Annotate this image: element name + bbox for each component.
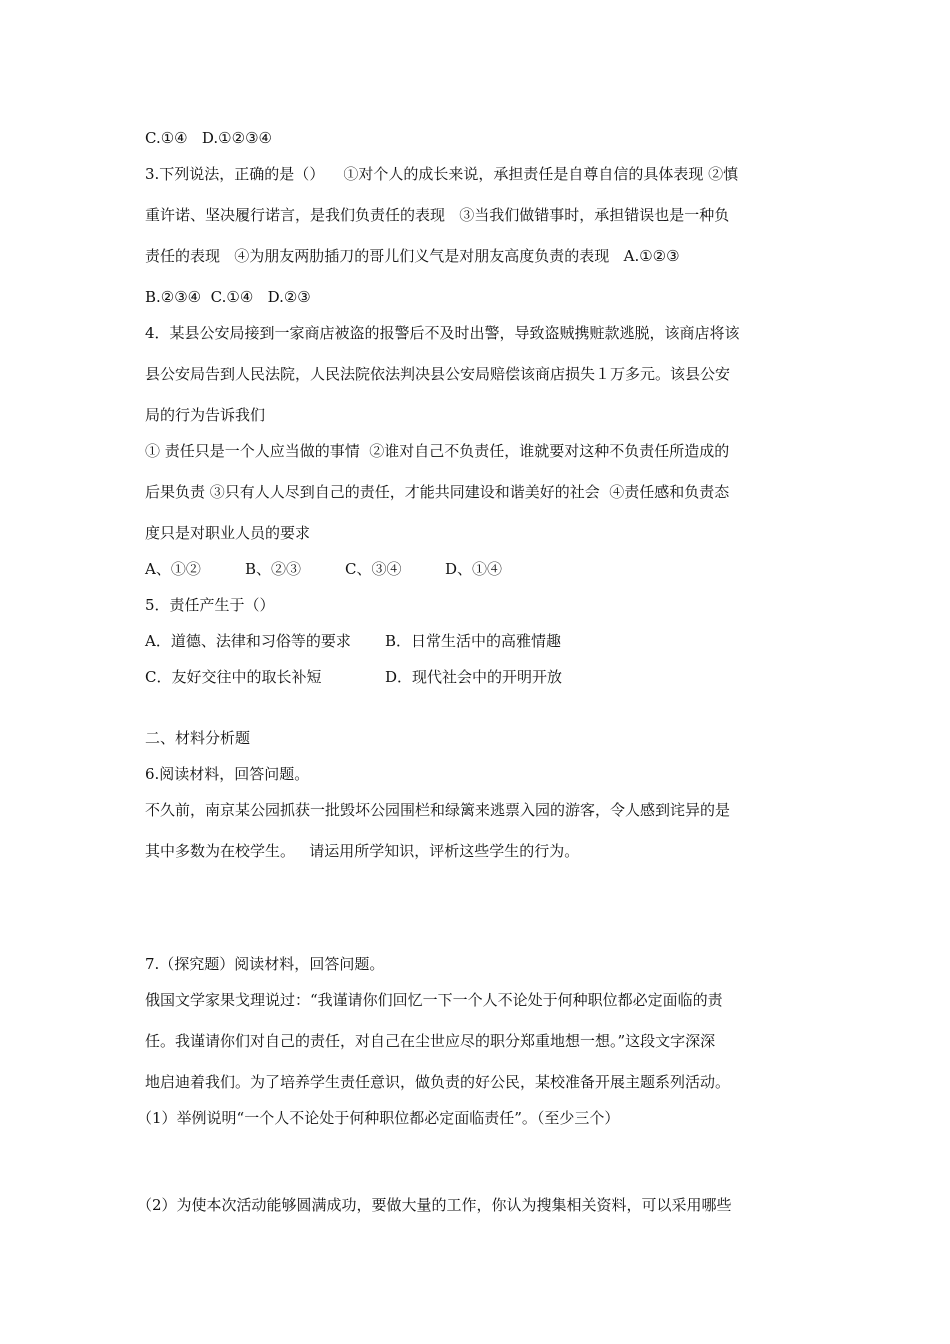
q4-option-a: A、①② <box>145 560 201 578</box>
q4-option-c: C、③④ <box>345 560 402 578</box>
q3-line-4: B.②③④ C.①④ D.②③ <box>145 288 311 306</box>
q3-line-2: 重许诺、坚决履行诺言，是我们负责任的表现 ③当我们做错事时，承担错误也是一种负 <box>145 206 730 224</box>
q4-line-5: 后果负责 ③只有人人尽到自己的责任，才能共同建设和谐美好的社会 ④责任感和负责态 <box>145 483 730 501</box>
q7-material-line-2: 任。我谨请你们对自己的责任，对自己在尘世应尽的职分郑重地想一想。”这段文字深深 <box>145 1032 716 1050</box>
section-2-title: 二、材料分析题 <box>145 729 251 747</box>
q5-option-a: A．道德、法律和习俗等的要求 <box>145 632 351 650</box>
q5-option-d: D．现代社会中的开明开放 <box>385 668 563 686</box>
q4-line-4: ① 责任只是一个人应当做的事情 ②谁对自己不负责任，谁就要对这种不负责任所造成的 <box>145 442 730 460</box>
q4-line-1: 4．某县公安局接到一家商店被盗的报警后不及时出警，导致盗贼携赃款逃脱，该商店将该 <box>145 324 740 342</box>
q7-sub-question-1: （1）举例说明“一个人不论处于何种职位都必定面临责任”。（至少三个） <box>137 1109 620 1127</box>
q4-line-3: 局的行为告诉我们 <box>145 406 266 424</box>
q6-material-line-1: 不久前，南京某公园抓获一批毁坏公园围栏和绿篱来逃票入园的游客，令人感到诧异的是 <box>145 801 731 819</box>
q7-sub-question-2: （2）为使本次活动能够圆满成功，要做大量的工作，你认为搜集相关资料，可以采用哪些 <box>137 1196 732 1214</box>
q5-option-c: C．友好交往中的取长补短 <box>145 668 322 686</box>
q4-option-b: B、②③ <box>245 560 302 578</box>
q5-option-b: B．日常生活中的高雅情趣 <box>385 632 562 650</box>
q7-material-line-1: 俄国文学家果戈理说过：“我谨请你们回忆一下一个人不论处于何种职位都必定面临的责 <box>145 991 723 1009</box>
q6-material-line-2: 其中多数为在校学生。 请运用所学知识，评析这些学生的行为。 <box>145 842 580 860</box>
q4-option-d: D、①④ <box>445 560 503 578</box>
q4-line-6: 度只是对职业人员的要求 <box>145 524 311 542</box>
q5-stem: 5．责任产生于（） <box>145 596 275 614</box>
q6-stem: 6.阅读材料，回答问题。 <box>145 765 310 783</box>
q7-stem: 7.（探究题）阅读材料，回答问题。 <box>145 955 385 973</box>
q3-line-3: 责任的表现 ④为朋友两肋插刀的哥儿们义气是对朋友高度负责的表现 A.①②③ <box>145 247 680 265</box>
q2-options-tail: C.①④ D.①②③④ <box>145 129 272 147</box>
q7-material-line-3: 地启迪着我们。为了培养学生责任意识，做负责的好公民，某校准备开展主题系列活动。 <box>145 1073 731 1091</box>
q4-line-2: 县公安局告到人民法院，人民法院依法判决县公安局赔偿该商店损失１万多元。该县公安 <box>145 365 731 383</box>
q3-line-1: 3.下列说法，正确的是（） ①对个人的成长来说，承担责任是自尊自信的具体表现 ②慎 <box>145 165 739 183</box>
